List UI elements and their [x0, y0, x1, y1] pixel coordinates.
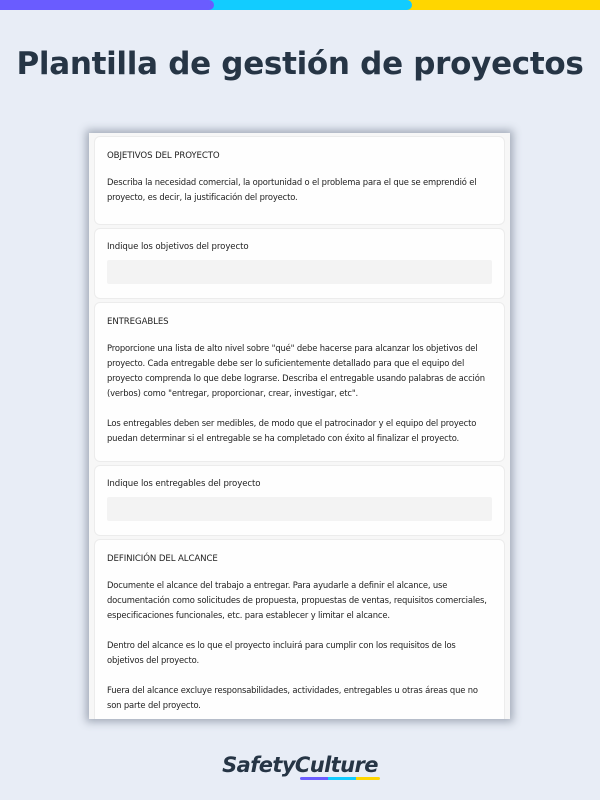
- safetyculture-logo: [0, 753, 600, 777]
- section-description: Documente el alcance del trabajo a entregar. Para ayudarle a definir el alcance, use documentación como solicitudes de propuesta, propuestas de ventas, requisitos comerciales, especificaciones funcionales, etc. para establecer y limitar el alcance.: [107, 580, 487, 620]
- objectives-field-label: Indique los objetivos del proyecto: [107, 242, 249, 252]
- logo-underline: [300, 777, 380, 780]
- page-title: Plantilla de gestión de proyectos: [16, 46, 584, 82]
- section-description: Proporcione una lista de alto nivel sobre "qué" debe hacerse para alcanzar los objetivos del proyecto. Cada entregable debe ser lo suficientemente detallado para que el equipo del proyecto comprenda lo que debe lograrse. Describa el entregable usando palabras de acción (verbos) como "entregar, proporcionar, crear, investigar, etc".: [107, 343, 485, 398]
- accent-bar-yellow: [400, 0, 600, 10]
- section-heading: OBJETIVOS DEL PROYECTO: [107, 151, 220, 161]
- accent-bar-cyan: [205, 0, 412, 10]
- section-heading: ENTREGABLES: [107, 317, 169, 327]
- accent-bar-purple: [0, 0, 214, 10]
- section-scope-definition: [94, 539, 505, 719]
- accent-bar: [0, 0, 600, 10]
- objectives-input[interactable]: [107, 260, 492, 284]
- objectives-field-card: [94, 228, 505, 299]
- section-objectives: [94, 136, 505, 225]
- logo-text: SafetyCulture: [222, 753, 378, 777]
- section-heading: DEFINICIÓN DEL ALCANCE: [107, 554, 218, 564]
- section-description: Describa la necesidad comercial, la oportunidad o el problema para el que se emprendió el proyecto, es decir, la justificación del proyecto.: [107, 177, 477, 202]
- section-description: Fuera del alcance excluye responsabilidades, actividades, entregables u otras áreas que no son parte del proyecto.: [107, 685, 478, 710]
- deliverables-field-label: Indique los entregables del proyecto: [107, 479, 261, 489]
- section-description: Los entregables deben ser medibles, de modo que el patrocinador y el equipo del proyecto puedan determinar si el entregable se ha completado con éxito al finalizar el proyecto.: [107, 418, 477, 443]
- deliverables-field-card: [94, 465, 505, 536]
- logo-wordmark: [222, 753, 378, 777]
- deliverables-input[interactable]: [107, 497, 492, 521]
- section-deliverables: [94, 302, 505, 462]
- section-description: Dentro del alcance es lo que el proyecto incluirá para cumplir con los requisitos de los objetivos del proyecto.: [107, 640, 456, 665]
- template-document: [89, 133, 510, 719]
